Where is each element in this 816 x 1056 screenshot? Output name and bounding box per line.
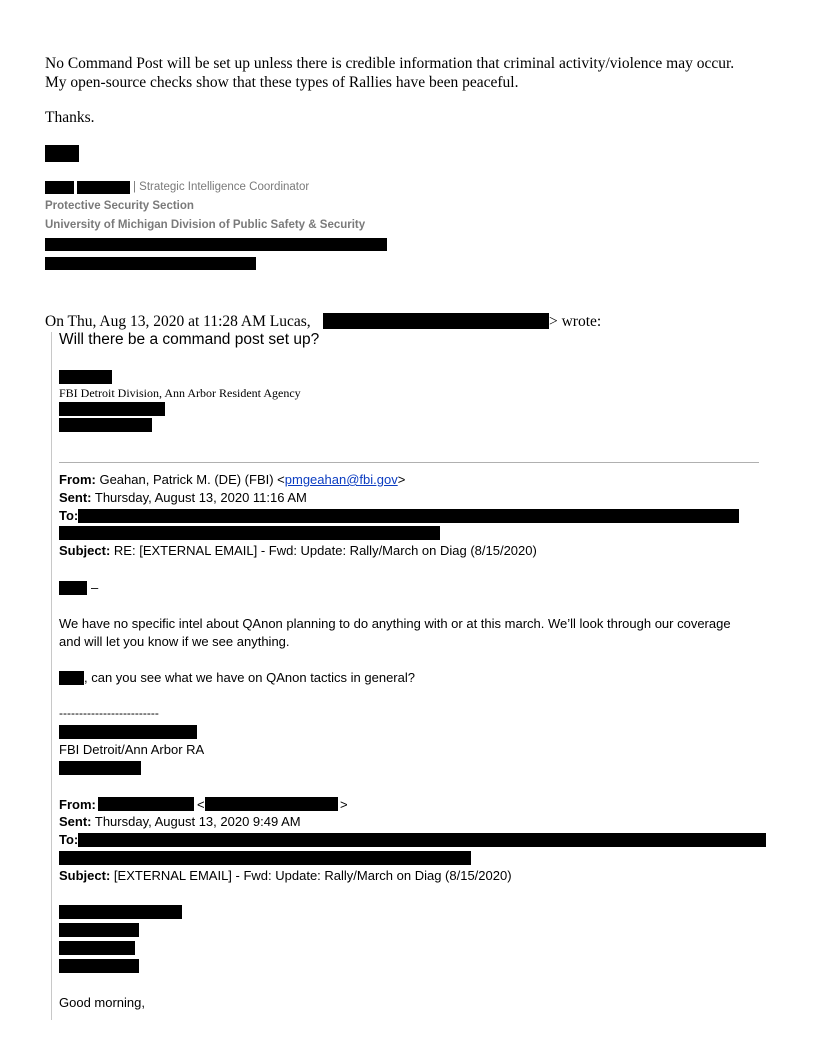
email1-body-line-3: , can you see what we have on QAnon tactics in general? [84, 670, 415, 685]
redaction-box [45, 238, 387, 251]
redaction-box [323, 313, 549, 329]
email2-sent-value: Thursday, August 13, 2020 9:49 AM [94, 814, 301, 829]
redaction-box [205, 797, 338, 811]
redaction-box [59, 941, 135, 955]
email1-from-label: From: [59, 472, 96, 487]
quoted-question: Will there be a command post set up? [59, 331, 320, 348]
redaction-box [59, 851, 471, 865]
redaction-box [59, 923, 139, 937]
email2-to-label: To: [59, 832, 79, 847]
redaction-box [59, 959, 139, 973]
email1-from-close: > [397, 472, 406, 487]
email2-from-gt: > [340, 797, 348, 812]
redaction-box [78, 833, 766, 847]
email2-subject-label: Subject: [59, 868, 111, 883]
quoted-agency: FBI Detroit Division, Ann Arbor Resident Agency [59, 386, 301, 400]
email1-subject-value: RE: [EXTERNAL EMAIL] - Fwd: Update: Rally/March on Diag (8/15/2020) [113, 543, 537, 558]
email1-greeting-dash: – [91, 580, 99, 595]
signature-org: University of Michigan Division of Public Safety & Security [45, 219, 366, 231]
email2-to [59, 832, 78, 847]
email1-sig-agency: FBI Detroit/Ann Arbor RA [59, 742, 205, 757]
email2-from-label: From: [59, 797, 96, 812]
redaction-box [78, 509, 739, 523]
redaction-box [59, 905, 182, 919]
email1-from-name: Geahan, Patrick M. (DE) (FBI) < [99, 472, 285, 487]
redaction-box [59, 418, 152, 432]
redaction-box [59, 526, 440, 540]
email1-sig-divider: ------------------------- [59, 706, 159, 720]
email1-sent-value: Thursday, August 13, 2020 11:16 AM [94, 490, 307, 505]
redaction-box [59, 761, 141, 775]
email2-from-lt: < [197, 797, 205, 812]
email1-subject-label: Subject: [59, 543, 111, 558]
email2-sent-label: Sent: [59, 814, 92, 829]
redaction-box [45, 257, 256, 270]
quote-bar [51, 332, 52, 1020]
reply-header-prefix: On Thu, Aug 13, 2020 at 11:28 AM Lucas, [45, 313, 311, 330]
redaction-box [77, 181, 130, 194]
email1-body-line-2: and will let you know if we see anything. [59, 634, 290, 649]
email1-body-line-1: We have no specific intel about QAnon planning to do anything with or at this march. We’ll look through our coverage [59, 616, 731, 631]
redaction-box [59, 402, 165, 416]
redaction-box [45, 145, 79, 162]
redaction-box [98, 797, 194, 811]
email1-to-label: To: [59, 508, 79, 523]
reply-header-suffix: > wrote: [549, 313, 602, 330]
redaction-box [45, 181, 74, 194]
thanks-text: Thanks. [45, 109, 95, 126]
email2-greeting: Good morning, [59, 995, 145, 1010]
email2-subject [59, 868, 512, 883]
email1-sent [59, 490, 307, 505]
intro-line-2: My open-source checks show that these types of Rallies have been peaceful. [45, 74, 519, 91]
email1-from-email-link[interactable]: pmgeahan@fbi.gov [284, 472, 398, 487]
email1-to [59, 508, 78, 523]
email1-sent-label: Sent: [59, 490, 92, 505]
intro-line-1: No Command Post will be set up unless there is credible information that criminal activity/violence may occur. [45, 55, 735, 72]
redaction-box [59, 725, 197, 739]
email2-from [59, 797, 96, 812]
email1-from [59, 472, 405, 487]
divider-line [59, 462, 759, 463]
redaction-box [59, 370, 112, 384]
redaction-box [59, 581, 87, 595]
email1-subject [59, 543, 537, 558]
redaction-box [59, 671, 84, 685]
signature-section: Protective Security Section [45, 200, 194, 212]
email2-subject-value: [EXTERNAL EMAIL] - Fwd: Update: Rally/March on Diag (8/15/2020) [113, 868, 512, 883]
signature-title: | Strategic Intelligence Coordinator [133, 181, 310, 193]
email2-sent [59, 814, 301, 829]
